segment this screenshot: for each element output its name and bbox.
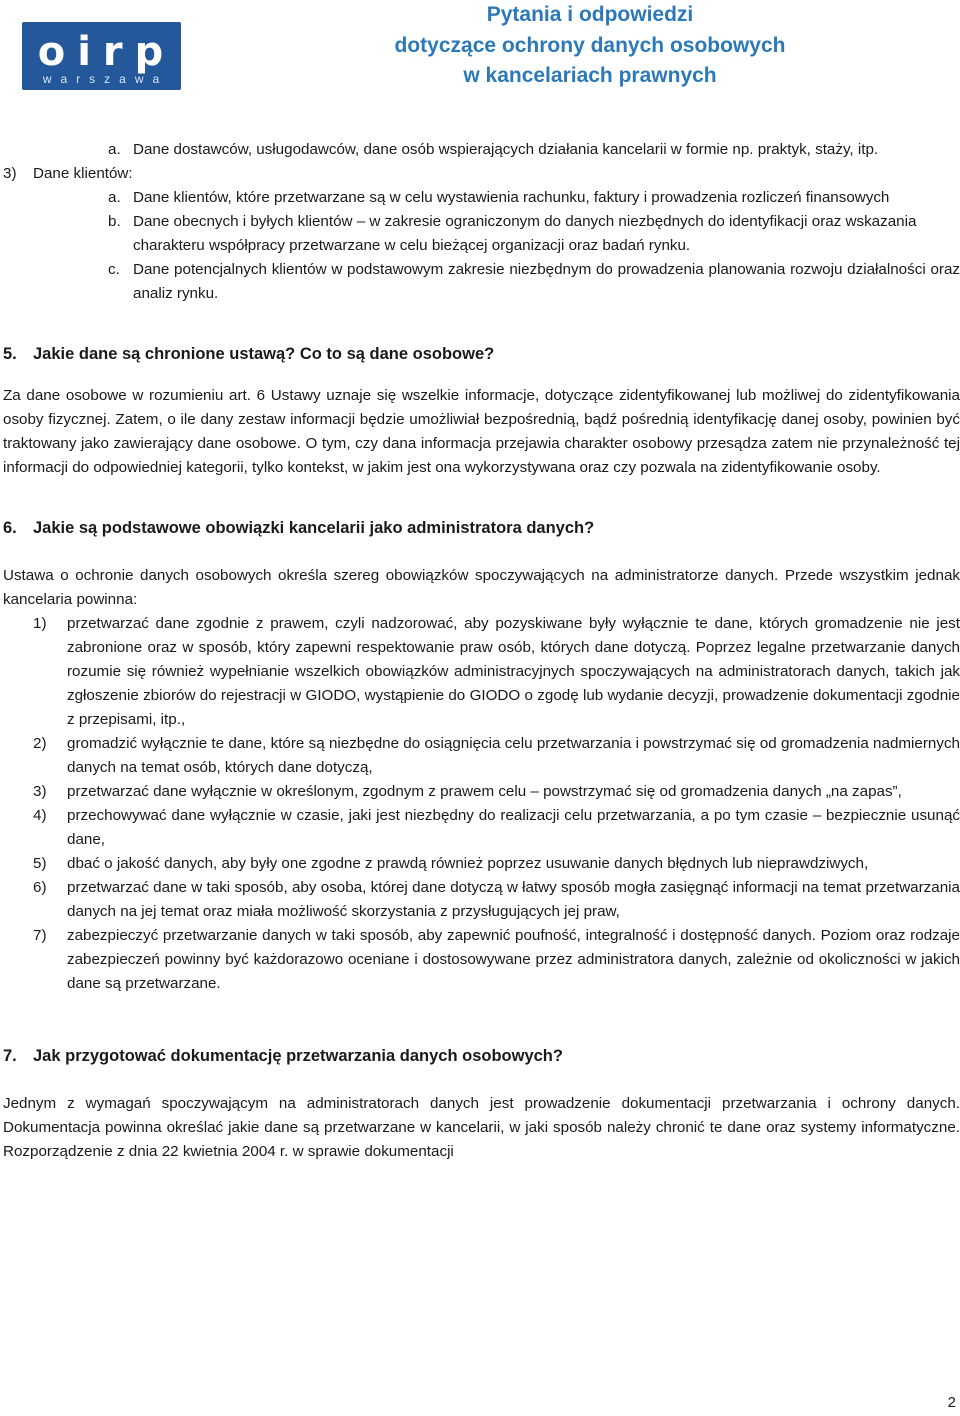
document-header-title bbox=[330, 0, 850, 92]
logo-wordmark: oirp bbox=[37, 29, 176, 75]
section-number: 7. bbox=[3, 1047, 17, 1065]
list-item-text: przetwarzać dane wyłącznie w określonym, zgodnym z prawem celu – powstrzymać się od gromadzenia danych „na zapas”, bbox=[67, 783, 902, 800]
list-item bbox=[3, 924, 960, 996]
document-body bbox=[3, 138, 960, 1164]
header-line-1: Pytania i odpowiedzi bbox=[486, 3, 694, 26]
section-title: Jakie są podstawowe obowiązki kancelarii jako administratora danych? bbox=[33, 519, 595, 537]
page-number: 2 bbox=[947, 1394, 956, 1411]
list-marker: 5) bbox=[33, 855, 47, 872]
logo-subtitle: warszawa bbox=[42, 72, 169, 86]
list-item-text: Dane klientów, które przetwarzane są w celu wystawienia rachunku, faktury i prowadzenia rozliczeń finansowych bbox=[133, 189, 890, 206]
list-marker: 3) bbox=[33, 783, 47, 800]
list-marker: 2) bbox=[33, 735, 47, 752]
paragraph: Za dane osobowe w rozumieniu art. 6 Ustawy uznaje się wszelkie informacje, dotyczące zidentyfikowanej lub możliwej do zidentyfikowania osoby fizycznej. Zatem, o ile dany zestaw informacji będzie umożliwiał bezpośrednią, bądź pośrednią identyfikację danej osoby, powinien być traktowany jako zawierający dane osobowe. O tym, czy dana informacja przejawia charakter osobowy przesądza zatem nie przynależność tej informacji do odpowiedniej kategorii, tylko kontekst, w jakim jest ona wykorzystywana oraz czy pozwala na zidentyfikowanie osoby. bbox=[3, 387, 960, 476]
list-item-text: Dane obecnych i byłych klientów – w zakresie ograniczonym do danych niezbędnych do identyfikacji oraz wskazania charakteru współpracy przetwarzane w celu bieżącej organizacji oraz badań rynku. bbox=[133, 213, 917, 254]
list-marker: 6) bbox=[33, 879, 47, 896]
list-marker: 1) bbox=[33, 615, 47, 632]
paragraph: Ustawa o ochronie danych osobowych określa szereg obowiązków spoczywających na administratorze danych. Przede wszystkim jednak kancelaria powinna: bbox=[3, 567, 960, 608]
list-item-text: zabezpieczyć przetwarzanie danych w taki sposób, aby zapewnić poufność, integralność i dostępność danych. Poziom oraz rodzaje zabezpieczeń powinny być każdorazowo oceniane i dostosowywane przez administratora danych, zależnie od okoliczności w jakich dane są przetwarzane. bbox=[67, 927, 960, 992]
list-item bbox=[3, 186, 960, 210]
list-marker: b. bbox=[108, 213, 121, 230]
section-title: Jakie dane są chronione ustawą? Co to są dane osobowe? bbox=[33, 345, 495, 363]
list-item bbox=[3, 876, 960, 924]
list-item bbox=[3, 852, 960, 876]
list-marker: c. bbox=[108, 261, 120, 278]
list-item bbox=[3, 138, 960, 162]
list-item bbox=[3, 162, 960, 186]
obligations-list bbox=[3, 612, 960, 996]
list-item-text: przechowywać dane wyłącznie w czasie, jaki jest niezbędny do realizacji celu przetwarzania, a po tym czasie – bezpiecznie usunąć dane, bbox=[67, 807, 960, 848]
list-marker: 3) bbox=[3, 165, 17, 182]
list-marker: 7) bbox=[33, 927, 47, 944]
section-number: 6. bbox=[3, 519, 17, 537]
header-line-3: w kancelariach prawnych bbox=[463, 64, 717, 87]
list-item bbox=[3, 612, 960, 732]
header-line-2: dotyczące ochrony danych osobowych bbox=[394, 33, 786, 57]
list-item bbox=[3, 804, 960, 852]
list-marker: a. bbox=[108, 189, 121, 206]
list-item-text: Dane klientów: bbox=[33, 165, 133, 182]
list-item bbox=[3, 258, 960, 306]
section-title: Jak przygotować dokumentację przetwarzania danych osobowych? bbox=[33, 1047, 563, 1065]
list-item-text: Dane potencjalnych klientów w podstawowym zakresie niezbędnym do prowadzenia planowania rozwoju działalności oraz analiz rynku. bbox=[133, 261, 960, 302]
section-heading-q5 bbox=[3, 342, 960, 366]
section-heading-q7 bbox=[3, 1044, 960, 1068]
list-item-text: przetwarzać dane zgodnie z prawem, czyli nadzorować, aby pozyskiwane były wyłącznie te dane, których gromadzenie nie jest zabronione oraz w sposób, który zapewni respektowanie praw osób, których dane dotyczą. Poprzez legalne przetwarzanie danych rozumie się również wypełnianie wszelkich obowiązków administracyjnych spoczywających na administratorach danych, takich jak zgłoszenie zbiorów do rejestracji w GIODO, wystąpienie do GIODO o zgodę lub wydanie decyzji, prowadzenie dokumentacji zgodnie z przepisami, itp., bbox=[67, 615, 960, 728]
section-heading-q6 bbox=[3, 516, 960, 540]
list-item-text: Dane dostawców, usługodawców, dane osób wspierających działania kancelarii w formie np. praktyk, staży, itp. bbox=[133, 141, 879, 158]
list-item-text: gromadzić wyłącznie te dane, które są niezbędne do osiągnięcia celu przetwarzania i powstrzymać się od gromadzenia nadmiernych danych na temat osób, których dane dotyczą, bbox=[67, 735, 960, 776]
list-item-text: przetwarzać dane w taki sposób, aby osoba, której dane dotyczą w łatwy sposób mogła zasięgnąć informacji na temat przetwarzania danych na jej temat oraz miała możliwość skorzystania z przysługujących jej praw, bbox=[67, 879, 960, 920]
list-marker: a. bbox=[108, 141, 121, 158]
list-item bbox=[3, 210, 960, 258]
list-item bbox=[3, 732, 960, 780]
paragraph: Jednym z wymagań spoczywającym na administratorach danych jest prowadzenie dokumentacji przetwarzania i ochrony danych. Dokumentacja powinna określać jakie dane są przetwarzane w kancelarii, w jaki sposób należy chronić te dane oraz systemy informatyczne. Rozporządzenie z dnia 22 kwietnia 2004 r. w sprawie dokumentacji bbox=[3, 1095, 960, 1160]
list-item bbox=[3, 780, 960, 804]
oirp-logo bbox=[22, 22, 181, 90]
list-item-text: dbać o jakość danych, aby były one zgodne z prawdą również poprzez usuwanie danych błędnych lub nieprawdziwych, bbox=[67, 855, 869, 872]
section-number: 5. bbox=[3, 345, 17, 363]
list-marker: 4) bbox=[33, 807, 47, 824]
